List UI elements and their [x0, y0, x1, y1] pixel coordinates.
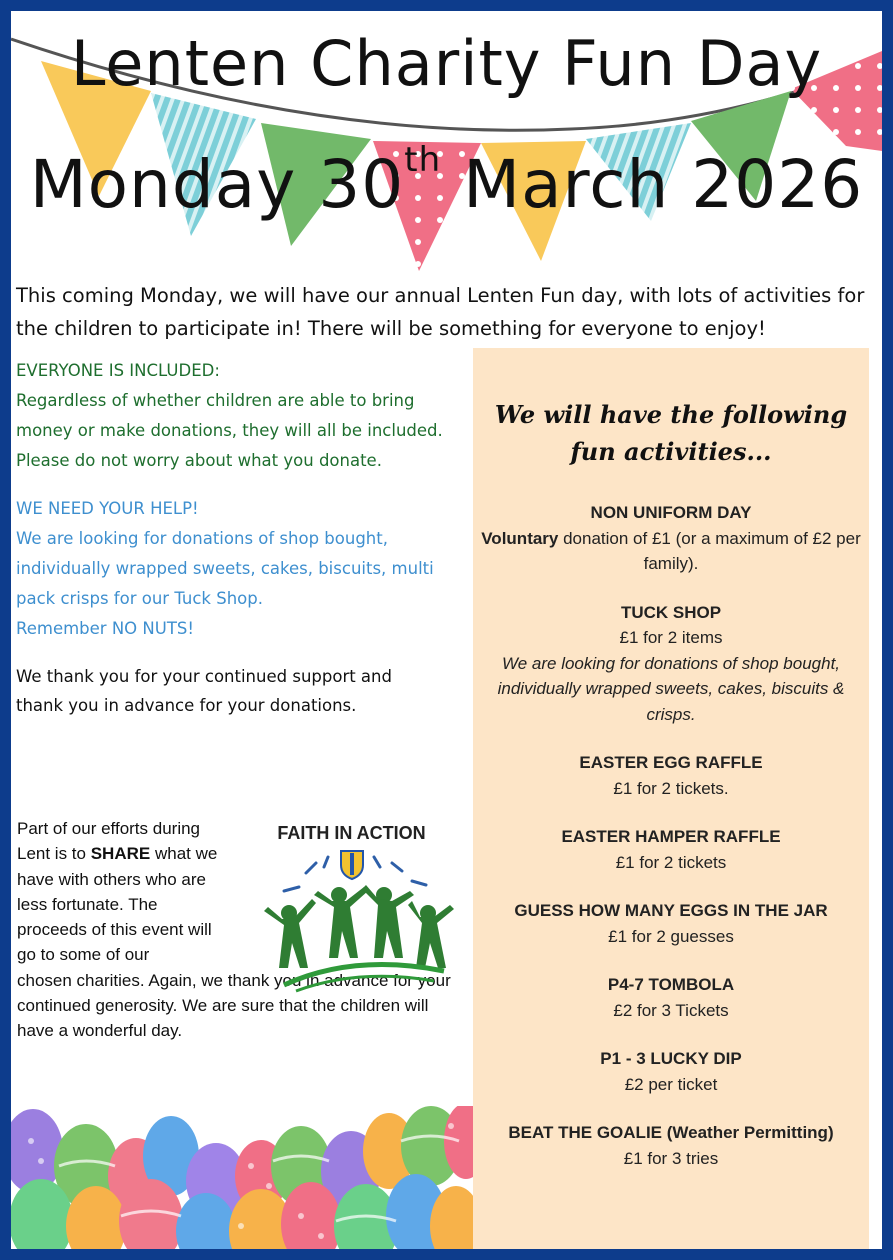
faith-in-action-logo — [244, 823, 459, 993]
title-date-post: March 2026 — [441, 146, 864, 223]
charity-pre: Part of our efforts during Lent is to — [17, 819, 201, 864]
included-heading: EVERYONE IS INCLUDED: — [16, 361, 220, 380]
activity-item — [473, 898, 869, 949]
thanks-text: We thank you for your continued support and thank you in advance for your donations. — [16, 667, 392, 715]
activity-price: £1 for 2 guesses — [608, 926, 734, 946]
activity-title: P1 - 3 LUCKY DIP — [600, 1049, 742, 1068]
title-line-1: Lenten Charity Fun Day — [70, 27, 823, 100]
activity-title: EASTER EGG RAFFLE — [579, 753, 763, 772]
activity-note: We are looking for donations of shop bought, individually wrapped sweets, cakes, biscuits & crisps. — [497, 653, 845, 724]
voluntary-label: Voluntary — [481, 528, 559, 548]
activity-title: P4-7 TOMBOLA — [607, 975, 735, 994]
activity-item — [473, 1046, 869, 1097]
activity-price: £2 for 3 Tickets — [613, 1000, 729, 1020]
activity-item — [473, 824, 869, 875]
left-column — [16, 356, 456, 738]
included-section — [16, 356, 456, 476]
activities-heading: We will have the following fun activities... — [494, 400, 848, 466]
activity-title: GUESS HOW MANY EGGS IN THE JAR — [514, 901, 828, 920]
logo-title: FAITH IN ACTION — [277, 823, 426, 843]
activity-price: £1 for 2 items — [619, 628, 723, 647]
activity-price: £1 for 2 tickets. — [613, 778, 729, 798]
activity-title: TUCK SHOP — [620, 602, 722, 622]
charity-text-wrap — [17, 816, 227, 968]
activity-non-uniform — [473, 500, 869, 577]
help-section — [16, 494, 456, 644]
activity-price: £1 for 2 tickets — [615, 852, 727, 872]
title-date-pre: Monday 30 — [29, 146, 405, 223]
help-nuts: Remember NO NUTS! — [16, 619, 194, 638]
activity-price: £1 for 3 tries — [623, 1148, 719, 1168]
charity-text-continued: chosen charities. Again, we thank you in advance for your continued generosity. We are sure that the children will have a wonderful day. — [17, 970, 451, 1041]
logo-figures — [244, 823, 459, 993]
activity-title: NON UNIFORM DAY — [590, 503, 752, 522]
non-uniform-text: donation of £1 (or a maximum of £2 per family). — [558, 528, 861, 573]
title-line-2 — [11, 140, 882, 223]
activity-item — [473, 1120, 869, 1171]
charity-mid: what we have with others who are less fortunate. The proceeds of this event will go to some of our — [17, 844, 218, 965]
easter-eggs-decoration — [11, 1106, 473, 1260]
activity-item — [473, 600, 869, 728]
help-text: We are looking for donations of shop bought, individually wrapped sweets, cakes, biscuits, multi pack crisps for our Tuck Shop. — [16, 529, 434, 608]
included-text: Regardless of whether children are able to bring money or make donations, they will all be included. Please do not worry about what you donate. — [16, 391, 443, 470]
title-date-sup: th — [404, 140, 442, 180]
intro-text: This coming Monday, we will have our annual Lenten Fun day, with lots of activities for the children to participate in! There will be something for everyone to enjoy! — [16, 284, 865, 340]
activity-item — [473, 750, 869, 801]
activity-price: £2 per ticket — [624, 1074, 718, 1094]
help-heading: WE NEED YOUR HELP! — [16, 499, 199, 518]
activity-desc — [473, 526, 869, 577]
activity-title: EASTER HAMPER RAFFLE — [561, 827, 781, 846]
activity-title: BEAT THE GOALIE (Weather Permitting) — [508, 1123, 834, 1142]
activity-item — [473, 972, 869, 1023]
activities-panel — [473, 348, 869, 1253]
charity-share: SHARE — [90, 844, 151, 864]
